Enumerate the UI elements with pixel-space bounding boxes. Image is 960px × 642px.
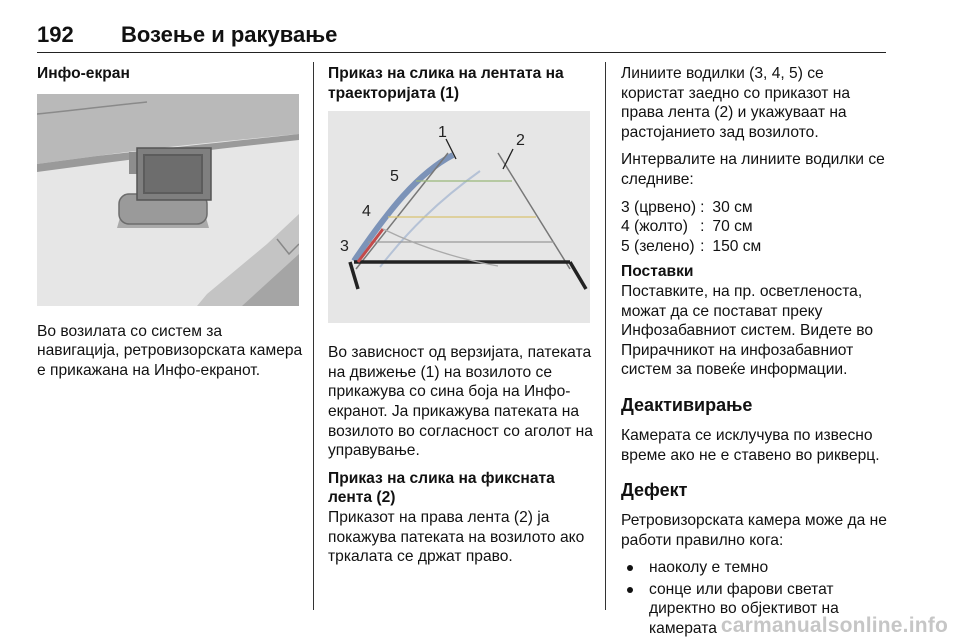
paragraph-fault: Ретровизорската камера може да не работи правилно кога: <box>621 512 887 549</box>
page-title: Возење и ракување <box>121 22 338 47</box>
interval-value: 70 см <box>712 218 753 236</box>
section-heading-settings: Поставки <box>621 263 694 281</box>
interval-row <box>621 217 761 237</box>
mirror-display-illustration <box>37 94 299 306</box>
column-divider <box>313 62 314 610</box>
fig-label-1: 1 <box>438 124 447 142</box>
paragraph-info-display: Во возилата со систем за навигација, ретровизорската камера е прикажана на Инфо-екранот. <box>37 322 303 379</box>
camera-guideline-diagram <box>328 111 590 323</box>
section-heading-trajectory: Приказ на слика на лентата на траекторијата (1) <box>328 65 564 102</box>
section-heading-fault: Дефект <box>621 480 688 501</box>
column-2 <box>328 64 594 575</box>
fig-label-4: 4 <box>362 203 371 221</box>
interval-separator: : <box>700 218 705 236</box>
section-heading-fixed-lane: Приказ на слика на фиксната лента (2) <box>328 469 555 507</box>
column-3 <box>621 64 891 641</box>
column-divider <box>605 62 606 610</box>
interval-value: 150 см <box>712 237 762 255</box>
section-heading-deactivation: Деактивирање <box>621 394 753 415</box>
bullet-icon <box>627 587 633 593</box>
watermark: carmanualsonline.info <box>720 614 948 637</box>
page-number: 192 <box>37 22 74 47</box>
interval-value: 30 см <box>712 198 753 216</box>
column-1 <box>37 64 303 388</box>
paragraph-settings: Поставките, на пр. осветленоста, можат да се постават преку Инфозабавниот систем. Видете во Прирачникот на инфозабавниот систем за повеќе информации. <box>621 282 874 379</box>
interval-label: 5 (зелено) <box>621 237 695 255</box>
paragraph-fixed-lane: Приказот на права лента (2) ја покажува патеката на возилото ако тркалата се држат право. <box>328 508 585 566</box>
fig-label-5: 5 <box>390 168 399 186</box>
paragraph-trajectory: Во зависност од верзијата, патеката на движење (1) на возилото се прикажува со сина боја на Инфо-екранот. Ја прикажува патеката на возилото во согласност со аголот на управување. <box>328 344 593 460</box>
interval-label: 3 (црвено) <box>621 198 697 216</box>
guideline-diagram-svg <box>328 111 590 323</box>
fig-label-3: 3 <box>340 238 349 256</box>
paragraph-guidelines: Линиите водилки (3, 4, 5) се користат заедно со приказот на права лента (2) и укажуваат на растојанието зад возилото. <box>621 65 851 141</box>
fig-label-2: 2 <box>516 132 525 150</box>
list-item: сонце или фарови светат директно во објективот на камерата <box>621 580 891 639</box>
list-item: наоколу е темно <box>621 558 891 578</box>
interval-label: 4 (жолто) <box>621 218 688 236</box>
section-heading-info-display: Инфо-екран <box>37 65 130 82</box>
paragraph-intervals-intro: Интервалите на линиите водилки се следниве: <box>621 151 885 188</box>
rearview-mirror-illustration <box>37 94 299 306</box>
interval-separator: : <box>700 237 705 255</box>
paragraph-deactivation: Камерата се исклучува по извесно време ако не е ставено во рикверц. <box>621 426 880 464</box>
page-header <box>37 22 886 53</box>
bullet-icon <box>627 565 633 571</box>
interval-row <box>621 237 761 257</box>
interval-table <box>621 198 761 257</box>
interval-separator: : <box>700 198 705 216</box>
interval-row <box>621 198 761 218</box>
